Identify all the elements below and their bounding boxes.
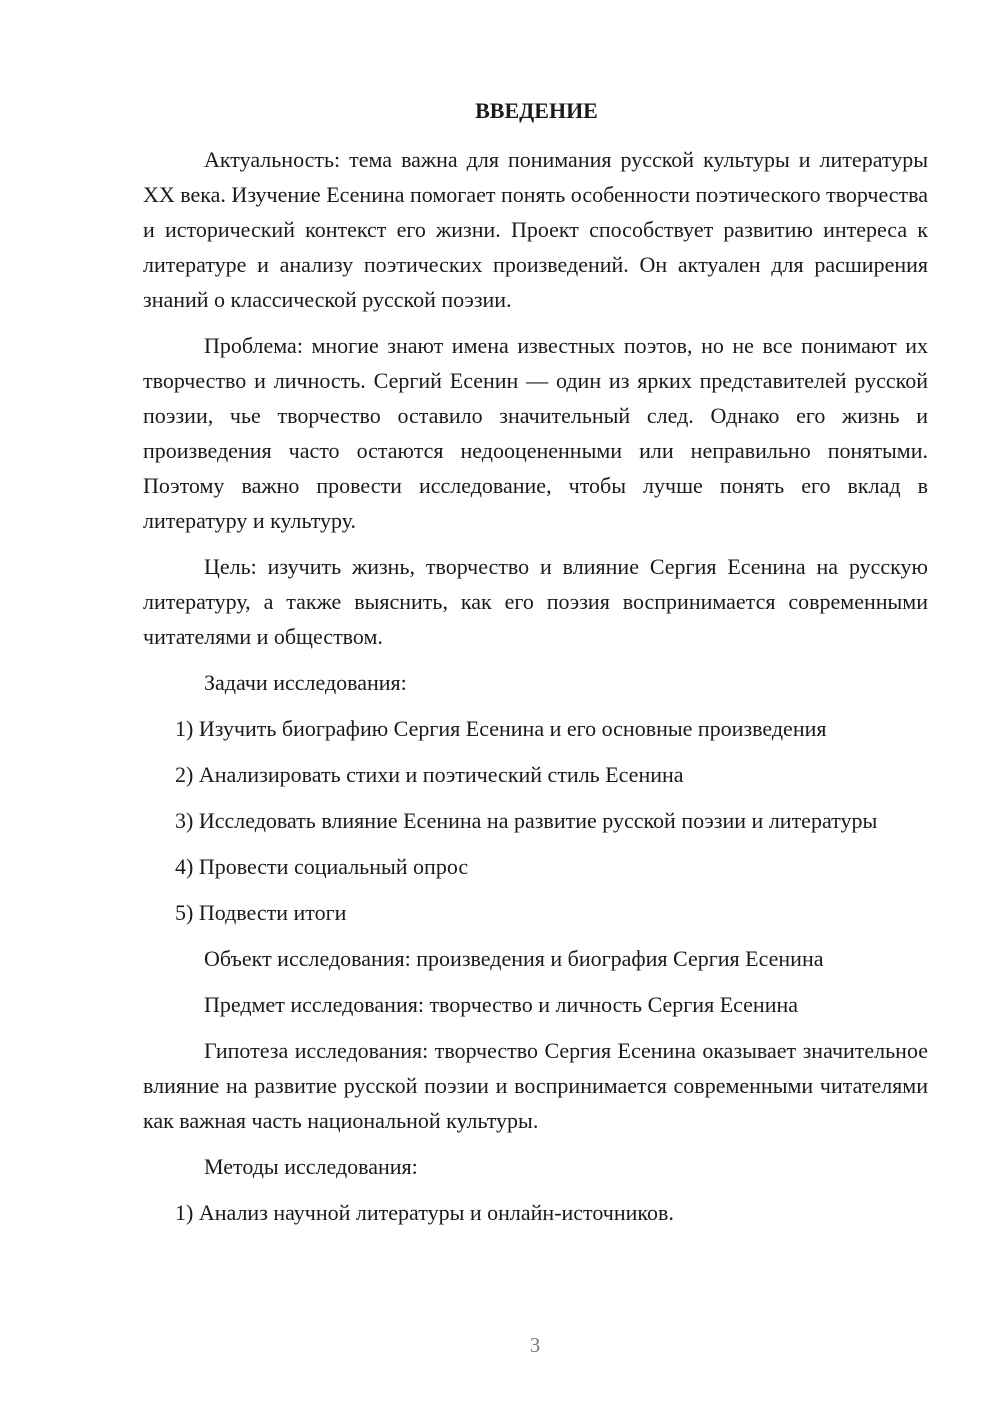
relevance-paragraph: Актуальность: тема важна для понимания русской культуры и литературы XX века. Изучение Есенина помогает понять особенности поэтического творчества и исторический контекст его жизни. Проект способствует развитию интереса к литературе и анализу поэтических произведений. Он актуален для расширения знаний о классической русской поэзии. (143, 147, 928, 312)
task-item-5: 5) Подвести итоги (175, 900, 347, 925)
task-item-2: 2) Анализировать стихи и поэтический стиль Есенина (175, 762, 684, 787)
hypothesis-paragraph: Гипотеза исследования: творчество Сергия Есенина оказывает значительное влияние на развитие русской поэзии и воспринимается современными читателями как важная часть национальной культуры. (143, 1038, 928, 1133)
page-number: 3 (529, 1333, 541, 1357)
task-item-1: 1) Изучить биографию Сергия Есенина и его основные произведения (175, 716, 827, 741)
methods-heading: Методы исследования: (204, 1154, 418, 1179)
object-paragraph: Объект исследования: произведения и биография Сергия Есенина (204, 946, 824, 971)
goal-paragraph: Цель: изучить жизнь, творчество и влияние Сергия Есенина на русскую литературу, а также выяснить, как его поэзия воспринимается современными читателями и обществом. (143, 554, 928, 649)
method-item-1: 1) Анализ научной литературы и онлайн-источников. (175, 1200, 674, 1225)
problem-paragraph: Проблема: многие знают имена известных поэтов, но не все понимают их творчество и личность. Сергий Есенин — один из ярких представителей русской поэзии, чье творчество оставило значительный след. Однако его жизнь и произведения часто остаются недооцененными или неправильно понятыми. Поэтому важно провести исследование, чтобы лучше понять его вклад в литературу и культуру. (143, 333, 928, 533)
page-title: ВВЕДЕНИЕ (475, 98, 598, 123)
task-item-4: 4) Провести социальный опрос (175, 854, 469, 879)
tasks-heading: Задачи исследования: (204, 670, 407, 695)
subject-paragraph: Предмет исследования: творчество и личность Сергия Есенина (204, 992, 799, 1017)
task-item-3: 3) Исследовать влияние Есенина на развитие русской поэзии и литературы (175, 808, 878, 833)
document-page (143, 96, 928, 1230)
